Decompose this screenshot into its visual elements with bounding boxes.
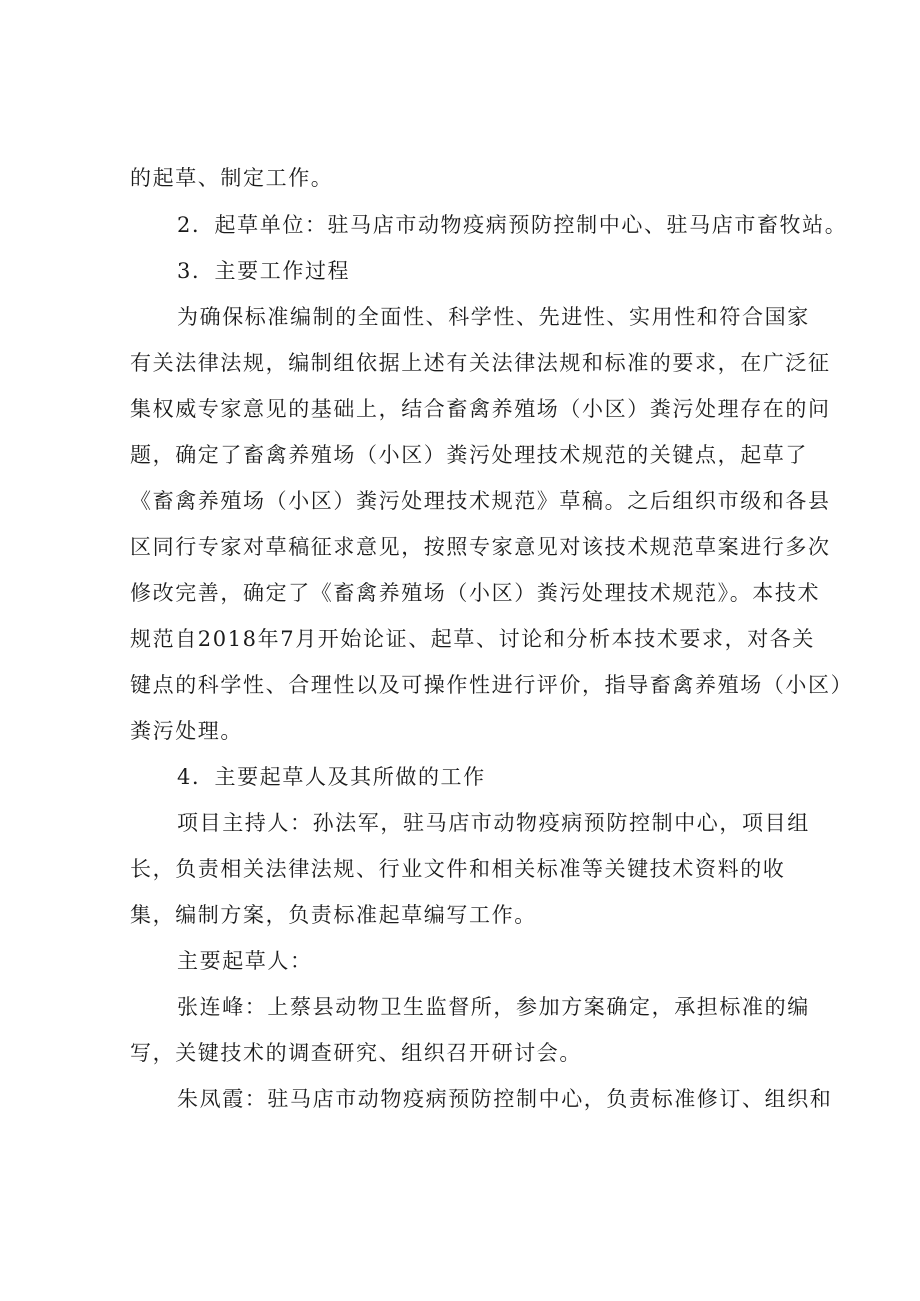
text-line-10: 修改完善，确定了《畜禽养殖场（小区）粪污处理技术规范》。本技术 — [130, 581, 821, 605]
text-line-1: 的起草、制定工作。 — [130, 166, 334, 190]
text-line-4: 为确保标准编制的全面性、科学性、先进性、实用性和符合国家 — [177, 305, 810, 329]
drafting-unit-heading: 2．起草单位：驻马店市动物疫病预防控制中心、驻马店市畜牧站。 — [177, 213, 848, 237]
text-line-7: 题，确定了畜禽养殖场（小区）粪污处理技术规范的关键点，起草了 — [130, 443, 808, 467]
text-line-20: 写，关键技术的调查研究、组织召开研讨会。 — [130, 1041, 582, 1065]
text-line-17: 集，编制方案，负责标准起草编写工作。 — [130, 903, 537, 927]
text-line-19: 张连峰：上蔡县动物卫生监督所，参加方案确定，承担标准的编 — [177, 995, 810, 1019]
text-line-9: 区同行专家对草稿征求意见，按照专家意见对该技术规范草案进行多次 — [130, 535, 831, 559]
text-line-6: 集权威专家意见的基础上，结合畜禽养殖场（小区）粪污处理存在的问 — [130, 397, 831, 421]
text-line-13: 粪污处理。 — [130, 719, 243, 743]
text-line-12: 键点的科学性、合理性以及可操作性进行评价，指导畜禽养殖场（小区） — [130, 673, 854, 697]
main-drafters-label: 主要起草人： — [177, 949, 313, 973]
text-line-11: 规范自2018年7月开始论证、起草、讨论和分析本技术要求，对各关 — [130, 627, 816, 651]
text-line-16: 长，负责相关法律法规、行业文件和相关标准等关键技术资料的收 — [130, 857, 786, 881]
text-line-8: 《畜禽养殖场（小区）粪污处理技术规范》草稿。之后组织市级和各县 — [130, 489, 831, 513]
work-process-heading: 3．主要工作过程 — [177, 259, 351, 283]
text-line-5: 有关法律法规，编制组依据上述有关法律法规和标准的要求，在广泛征 — [130, 351, 831, 375]
text-line-21: 朱凤霞：驻马店市动物疫病预防控制中心，负责标准修订、组织和 — [177, 1087, 833, 1111]
text-line-15: 项目主持人：孙法军，驻马店市动物疫病预防控制中心，项目组 — [177, 811, 810, 835]
drafters-heading: 4．主要起草人及其所做的工作 — [177, 765, 486, 789]
